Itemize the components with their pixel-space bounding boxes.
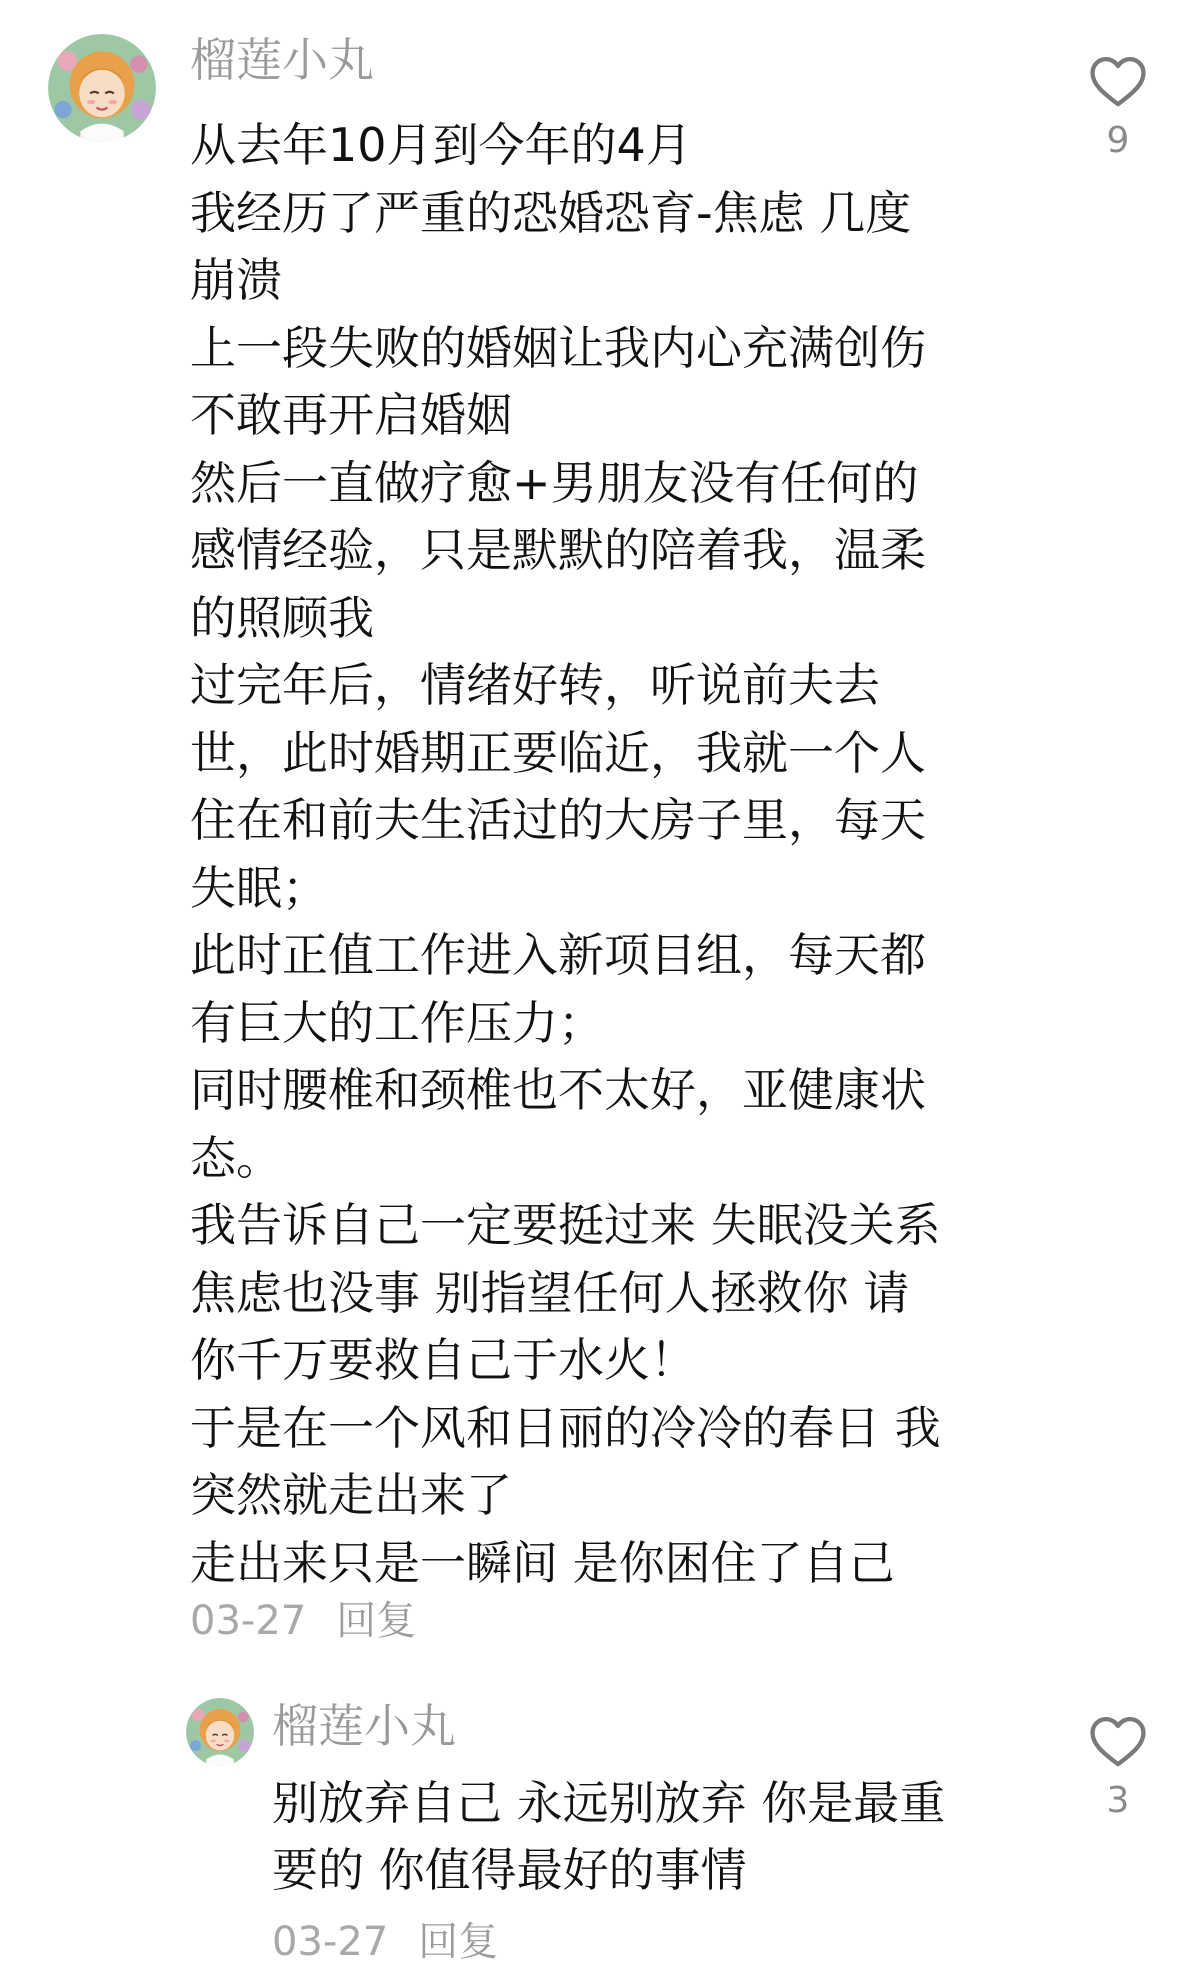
comment-line: 不敢再开启婚姻 — [190, 388, 512, 442]
comment-line: 此时正值工作进入新项目组，每天都 — [190, 928, 926, 982]
comment-line: 走出来只是一瞬间 是你困住了自己 — [190, 1535, 895, 1590]
comment-line: 的照顾我 — [190, 590, 374, 645]
avatar[interactable] — [186, 1698, 254, 1766]
comment-line: 你千万要救自己于水火！ — [190, 1333, 696, 1387]
reply-button[interactable]: 回复 — [336, 1598, 417, 1644]
comment-line: 我经历了严重的恐婚恐育-焦虑 几度 — [190, 185, 912, 240]
comment-line: 有巨大的工作压力； — [190, 995, 604, 1050]
comment-line: 突然就走出来了 — [190, 1468, 512, 1522]
comment-line: 崩溃 — [190, 253, 282, 307]
username[interactable]: 榴莲小丸 — [190, 33, 374, 87]
comment-date: 03-27 — [190, 1598, 307, 1644]
comment-line: 上一段失败的婚姻让我内心充满创伤 — [190, 320, 926, 375]
avatar-image — [48, 34, 156, 142]
comment-body — [272, 1770, 945, 1904]
heart-outline-icon — [1087, 1712, 1149, 1768]
comment-line: 从去年10月到今年的4月 — [190, 118, 692, 172]
avatar-image — [186, 1698, 254, 1766]
comment-line: 焦虑也没事 别指望任何人拯救你 请 — [190, 1265, 910, 1320]
avatar[interactable] — [48, 34, 156, 142]
reply-button[interactable]: 回复 — [418, 1919, 499, 1965]
comment-line: 于是在一个风和日丽的冷冷的春日 我 — [190, 1400, 941, 1455]
username[interactable]: 榴莲小丸 — [272, 1699, 456, 1753]
comment-line: 住在和前夫生活过的大房子里，每天 — [190, 793, 926, 847]
like-button[interactable] — [1082, 1712, 1154, 1821]
heart-outline-icon — [1087, 52, 1149, 108]
comment-body — [190, 112, 941, 1597]
comment-line: 同时腰椎和颈椎也不太好，亚健康状 — [190, 1063, 926, 1117]
comment-line: 失眠； — [190, 860, 328, 915]
comment-date: 03-27 — [272, 1919, 389, 1965]
comment-line: 世，此时婚期正要临近，我就一个人 — [190, 725, 926, 780]
like-count: 9 — [1106, 120, 1130, 161]
like-count: 3 — [1106, 1780, 1130, 1821]
comment-line: 态。 — [190, 1130, 282, 1185]
comment-meta — [190, 1593, 416, 1649]
comment-line: 别放弃自己 永远别放弃 你是最重 — [272, 1776, 946, 1830]
comment-line: 感情经验，只是默默的陪着我，温柔 — [190, 523, 926, 577]
comment-line: 要的 你值得最好的事情 — [272, 1843, 747, 1897]
comment-line: 过完年后，情绪好转，听说前夫去 — [190, 658, 880, 712]
comment-line: 然后一直做疗愈+男朋友没有任何的 — [190, 455, 919, 510]
comment-line: 我告诉自己一定要挺过来 失眠没关系 — [190, 1198, 941, 1252]
like-button[interactable] — [1082, 52, 1154, 161]
